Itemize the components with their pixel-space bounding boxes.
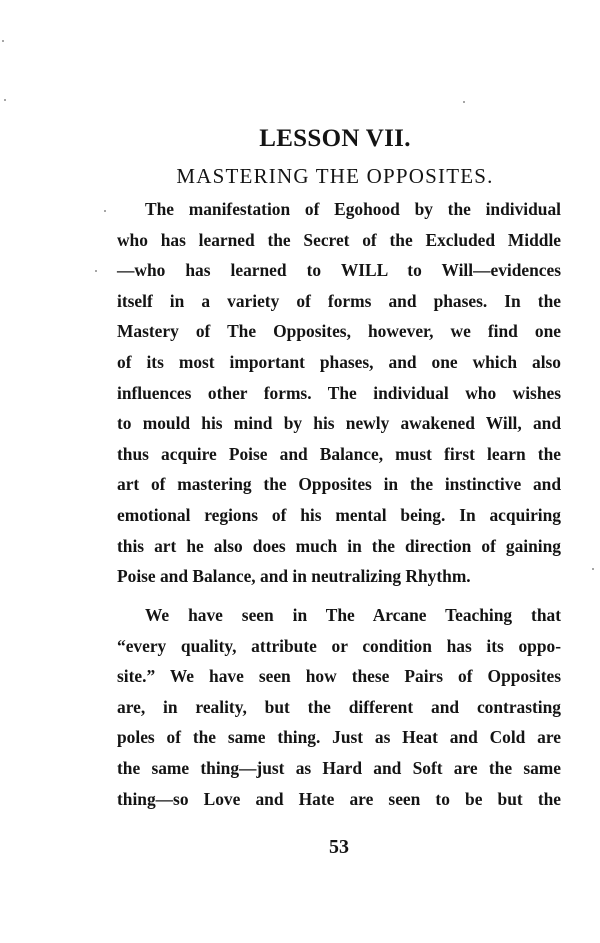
page-number: 53: [329, 836, 349, 858]
paper-speck: [2, 40, 4, 42]
text-line: this art he also does much in the direction of gaining: [117, 535, 561, 556]
paper-speck: [95, 270, 97, 272]
text-line: thing—so Love and Hate are seen to be but the: [117, 788, 561, 809]
text-line: art of mastering the Opposites in the instinctive and: [117, 474, 561, 495]
paper-speck: [463, 101, 465, 103]
text-line: We have seen in The Arcane Teaching that: [145, 605, 561, 625]
text-line: Mastery of The Opposites, however, we find one: [117, 321, 561, 342]
text-line: The manifestation of Egohood by the individual: [145, 199, 561, 219]
text-line: thus acquire Poise and Balance, must first learn the: [117, 443, 561, 464]
text-line: the same thing—just as Hard and Soft are the same: [117, 757, 561, 778]
text-line: emotional regions of his mental being. In acquiring: [117, 504, 561, 525]
paragraph-1: [117, 194, 561, 592]
text-line: are, in reality, but the different and contrasting: [117, 696, 561, 717]
paragraph-2: [117, 600, 561, 814]
paper-speck: [104, 210, 106, 212]
text-line: “every quality, attribute or condition has its oppo-: [117, 635, 561, 656]
text-line: influences other forms. The individual who wishes: [117, 382, 561, 403]
text-line: of its most important phases, and one which also: [117, 351, 561, 372]
paper-speck: [4, 99, 6, 101]
lesson-title: LESSON VII.: [259, 125, 411, 152]
text-line: to mould his mind by his newly awakened Will, and: [117, 413, 561, 434]
text-line: —who has learned to WILL to Will—evidences: [117, 260, 561, 281]
text-line: poles of the same thing. Just as Heat and Cold are: [117, 727, 561, 748]
paper-speck: [592, 568, 594, 570]
text-line: site.” We have seen how these Pairs of Opposites: [117, 666, 561, 687]
text-line: who has learned the Secret of the Excluded Middle: [117, 229, 561, 250]
text-line: itself in a variety of forms and phases. In the: [117, 290, 561, 311]
chapter-subtitle: MASTERING THE OPPOSITES.: [176, 164, 494, 188]
text-line: Poise and Balance, and in neutralizing Rhythm.: [117, 566, 471, 587]
